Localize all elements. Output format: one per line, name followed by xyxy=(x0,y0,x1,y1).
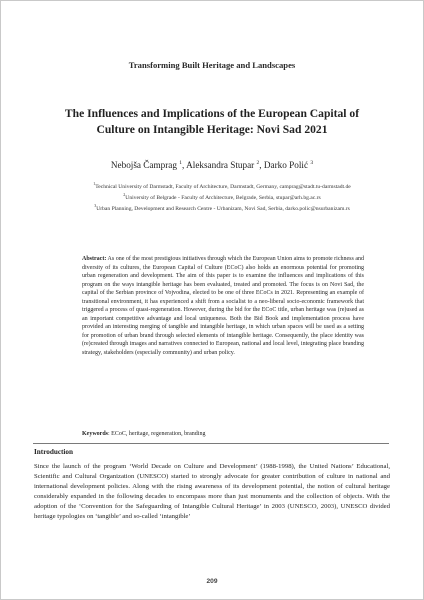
author-name: Nebojša Čamprag xyxy=(110,160,177,171)
affiliation-marker: 2 xyxy=(123,192,126,198)
affiliation-text: Urban Planning, Development and Research Centre - Urbanizam, Novi Sad, Serbia, darko.polic@nsurbanizam.rs xyxy=(96,205,350,212)
author-affil-marker: 1 xyxy=(179,160,183,166)
page-number: 209 xyxy=(206,578,218,585)
paper-title: The Influences and Implications of the European Capital of Culture on Intangible Heritage: Novi Sad 2021 xyxy=(64,107,360,136)
affiliation-text: Technical University of Darmstadt, Faculty of Architecture, Darmstadt, Germany, camprag@stadt.tu-darmstadt.de xyxy=(95,183,351,190)
affiliation-text: University of Belgrade - Faculty of Architecture, Belgrade, Serbia, stupar@arh.bg.ac.rs xyxy=(125,194,321,201)
affiliation-marker: 3 xyxy=(94,203,97,209)
affiliation-marker: 1 xyxy=(93,181,96,186)
author-name: Darko Polić xyxy=(263,160,309,171)
affiliation xyxy=(80,180,364,191)
introduction-heading: Introduction xyxy=(34,448,74,456)
running-head: Transforming Built Heritage and Landscapes xyxy=(128,60,296,70)
author-affil-marker: 3 xyxy=(310,160,314,166)
author-list: Nebojša Čamprag $^1$, Aleksandra Stupar $^2$, Darko Polić $^3$ xyxy=(110,160,314,171)
affiliation-list xyxy=(80,180,364,213)
abstract-label: Abstract: xyxy=(82,256,107,262)
affiliation xyxy=(80,191,364,202)
abstract xyxy=(82,255,364,357)
author-affil-marker: 2 xyxy=(256,160,260,166)
author-name: Aleksandra Stupar xyxy=(186,160,255,171)
keywords-text: : ECoC, heritage, regeneration, branding xyxy=(108,431,206,437)
section-divider xyxy=(33,443,389,444)
keywords xyxy=(82,431,364,437)
keywords-label: Keywords xyxy=(82,431,108,437)
affiliation xyxy=(80,202,364,213)
abstract-text: As one of the most prestigious initiatives through which the European Union aims to promote richness and diversity of its cultures, the European Capital of Culture (ECoC) also holds an enormous potential for promoting urban regeneration and development. The aim of this paper is to examine the influences and implications of this program on the ways intangible heritage has been evaluated, treated and promoted. The focus is on Novi Sad, the capital of the Serbian province of Vojvodina, elected to be one of three ECoCs in 2021. Representing an example of transitional environment, it has experienced a shift from a socialist to a neo-liberal socio-economic framework that triggered a process of quasi-regeneration. However, during the bid for the ECoC title, urban heritage was (re)used as an important competitive advantage and local uniqueness. Both the Bid Book and implementation process have provided an interesting merging of tangible and intangible heritage, in which urban spaces will be used as a setting for promotion of urban brand through selected elements of intangible heritage. Consequently, the place identity was (re)created through images and narratives connected to European, national and local level, integrating place branding strategy, stakeholders (especially community) and urban policy. xyxy=(82,256,364,356)
introduction-text: Since the launch of the program ‘World Decade on Culture and Development’ (1988-1998), the United Nations’ Educational, Scientific and Cultural Organization (UNESCO) started to strongly advocate for greater contribution of culture in national and international development policies. Along with the rising awareness of its development potential, the notion of cultural heritage considerably expanded in the following decades to encompass more than just monuments and the collection of objects. With the adoption of the ‘Convention for the Safeguarding of Intangible Cultural Heritage’ in 2003 (UNESCO, 2003), UNESCO divided heritage typologies on ‘tangible’ and so-called ‘intangible’ xyxy=(34,463,390,520)
